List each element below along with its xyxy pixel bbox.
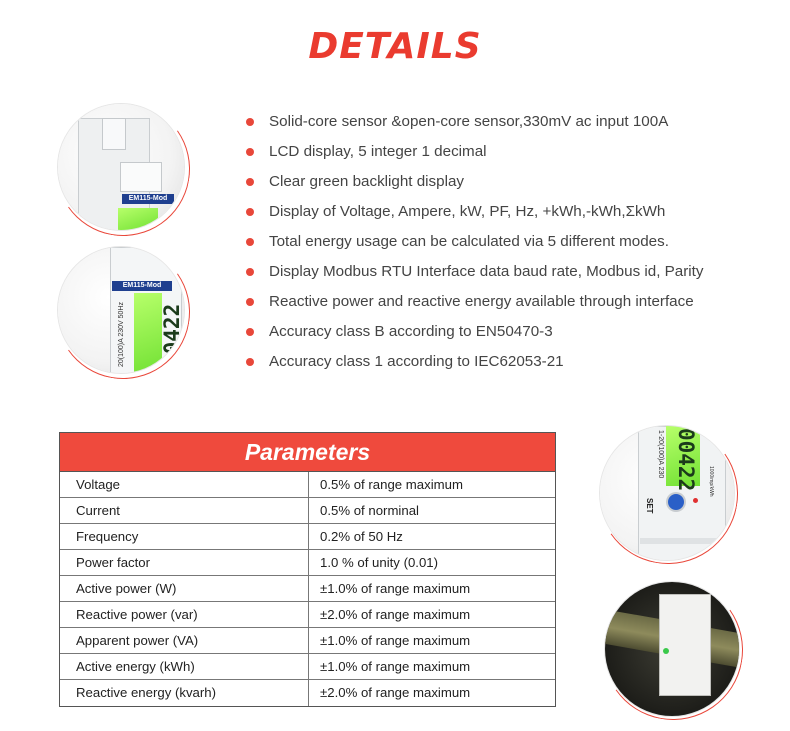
feature-list [244,112,703,382]
bullet-icon [246,178,254,186]
table-row: Frequency 0.2% of 50 Hz [60,524,555,550]
table-row: Voltage 0.5% of range maximum [60,472,555,498]
bullet-icon [246,298,254,306]
parameters-title: Parameters [60,433,555,472]
bullet-icon [246,118,254,126]
table-row: Power factor 1.0 % of unity (0.01) [60,550,555,576]
list-item: Reactive power and reactive energy available through interface [244,292,703,322]
bullet-icon [246,268,254,276]
table-row: Reactive power (var) ±2.0% of range maximum [60,602,555,628]
list-item: Accuracy class 1 according to IEC62053-21 [244,352,703,382]
table-row: Apparent power (VA) ±1.0% of range maximum [60,628,555,654]
list-item: Display of Voltage, Ampere, kW, PF, Hz, +kWh,-kWh,ΣkWh [244,202,703,232]
bullet-icon [246,238,254,246]
rating-label: 1-20(100)A 230 [657,430,664,479]
bullet-icon [246,148,254,156]
model-label: EM115-Mod [122,194,174,204]
table-row: Current 0.5% of norminal [60,498,555,524]
meter-lcd-photo [58,247,188,377]
list-item: Clear green backlight display [244,172,703,202]
list-item: LCD display, 5 integer 1 decimal [244,142,703,172]
list-item: Display Modbus RTU Interface data baud rate, Modbus id, Parity [244,262,703,292]
list-item: Solid-core sensor &open-core sensor,330mV ac input 100A [244,112,703,142]
meter-top-photo [58,104,188,234]
rating-label: 20(100)A 230V 50Hz [118,302,125,367]
table-row: Active energy (kWh) ±1.0% of range maximum [60,654,555,680]
constant-label: 1000imp/kWh [708,466,714,497]
model-label: EM115-Mod [112,281,172,291]
set-label: SET [645,498,654,514]
lcd-reading: 00422 [160,303,184,367]
page-title: DETAILS [308,26,482,67]
din-rail-photo [605,582,745,722]
meter-set-photo [600,426,740,566]
bullet-icon [246,208,254,216]
list-item: Accuracy class B according to EN50470-3 [244,322,703,352]
bullet-icon [246,358,254,366]
list-item: Total energy usage can be calculated via 5 different modes. [244,232,703,262]
table-row: Reactive energy (kvarh) ±2.0% of range maximum [60,680,555,706]
parameters-table [59,432,556,707]
table-row: Active power (W) ±1.0% of range maximum [60,576,555,602]
lcd-reading: 00422 [674,428,698,492]
bullet-icon [246,328,254,336]
